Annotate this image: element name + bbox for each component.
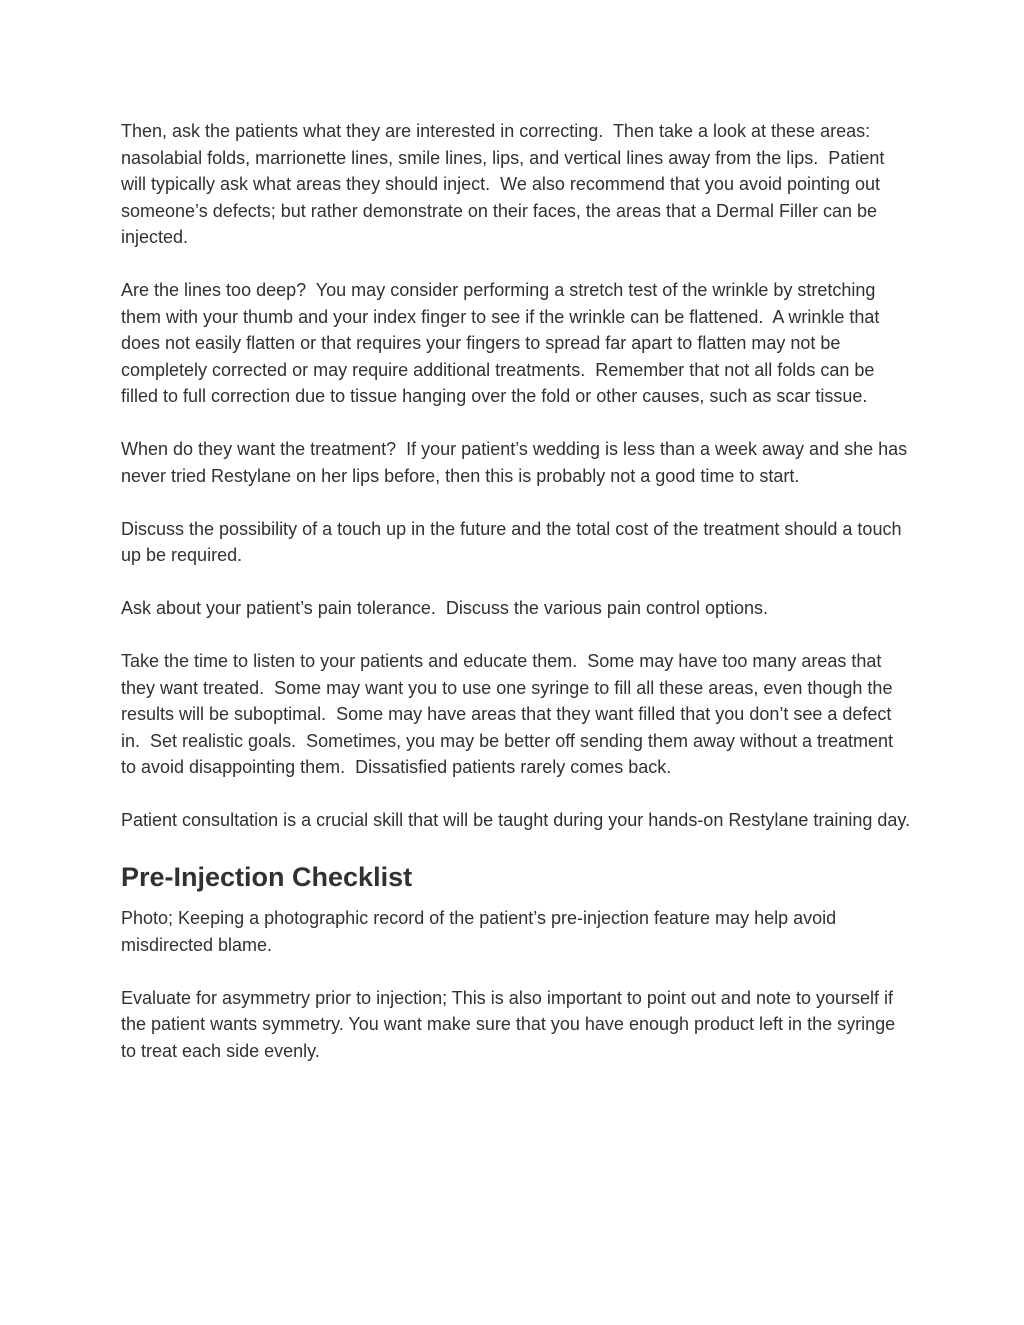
paragraph-touch-up: Discuss the possibility of a touch up in the future and the total cost of the treatment should a touch up be required. — [121, 518, 907, 565]
paragraph-photo: Photo; Keeping a photographic record of the patient’s pre-injection feature may help avoid misdirected blame. — [121, 908, 842, 955]
paragraph-treatment-timing: When do they want the treatment? If your patient’s wedding is less than a week away and she has never tried Restylane on her lips before, then this is probably not a good time to start. — [121, 439, 913, 486]
section-heading: Pre-Injection Checklist — [121, 862, 413, 892]
checklist-section — [121, 905, 911, 1064]
document-page — [121, 118, 911, 1091]
paragraph-line-depth: Are the lines too deep? You may consider performing a stretch test of the wrinkle by stretching them with your thumb and your index finger to see if the wrinkle can be flattened. A wrinkle that does not easily flatten or that requires your fingers to spread far apart to flatten may not be completely corrected or may require additional treatments. Remember that not all folds can be filled to full correction due to tissue hanging over the fold or other causes, such as scar tissue. — [121, 280, 885, 406]
paragraph-patient-interests: Then, ask the patients what they are interested in correcting. Then take a look at these areas: nasolabial folds, marrionette lines, smile lines, lips, and vertical lines away from the lips. Patient will typically ask what areas they should inject. We also recommend that you avoid pointing out someone’s defects; but rather demonstrate on their faces, the areas that a Dermal Filler can be injected. — [121, 121, 890, 247]
paragraph-pain-tolerance: Ask about your patient’s pain tolerance. Discuss the various pain control options. — [121, 598, 769, 618]
paragraph-consultation-skill: Patient consultation is a crucial skill that will be taught during your hands-on Restylane training day. — [121, 810, 911, 830]
paragraph-asymmetry: Evaluate for asymmetry prior to injection; This is also important to point out and note to yourself if the patient wants symmetry. You want make sure that you have enough product left in the syringe to treat each side evenly. — [121, 987, 901, 1061]
paragraph-listen-educate: Take the time to listen to your patients and educate them. Some may have too many areas that they want treated. Some may want you to use one syringe to fill all these areas, even though the results will be suboptimal. Some may have areas that they want filled that you don’t see a defect in. Set realistic goals. Sometimes, you may be better off sending them away without a treatment to avoid disappointing them. Dissatisfied patients rarely comes back. — [121, 651, 899, 777]
